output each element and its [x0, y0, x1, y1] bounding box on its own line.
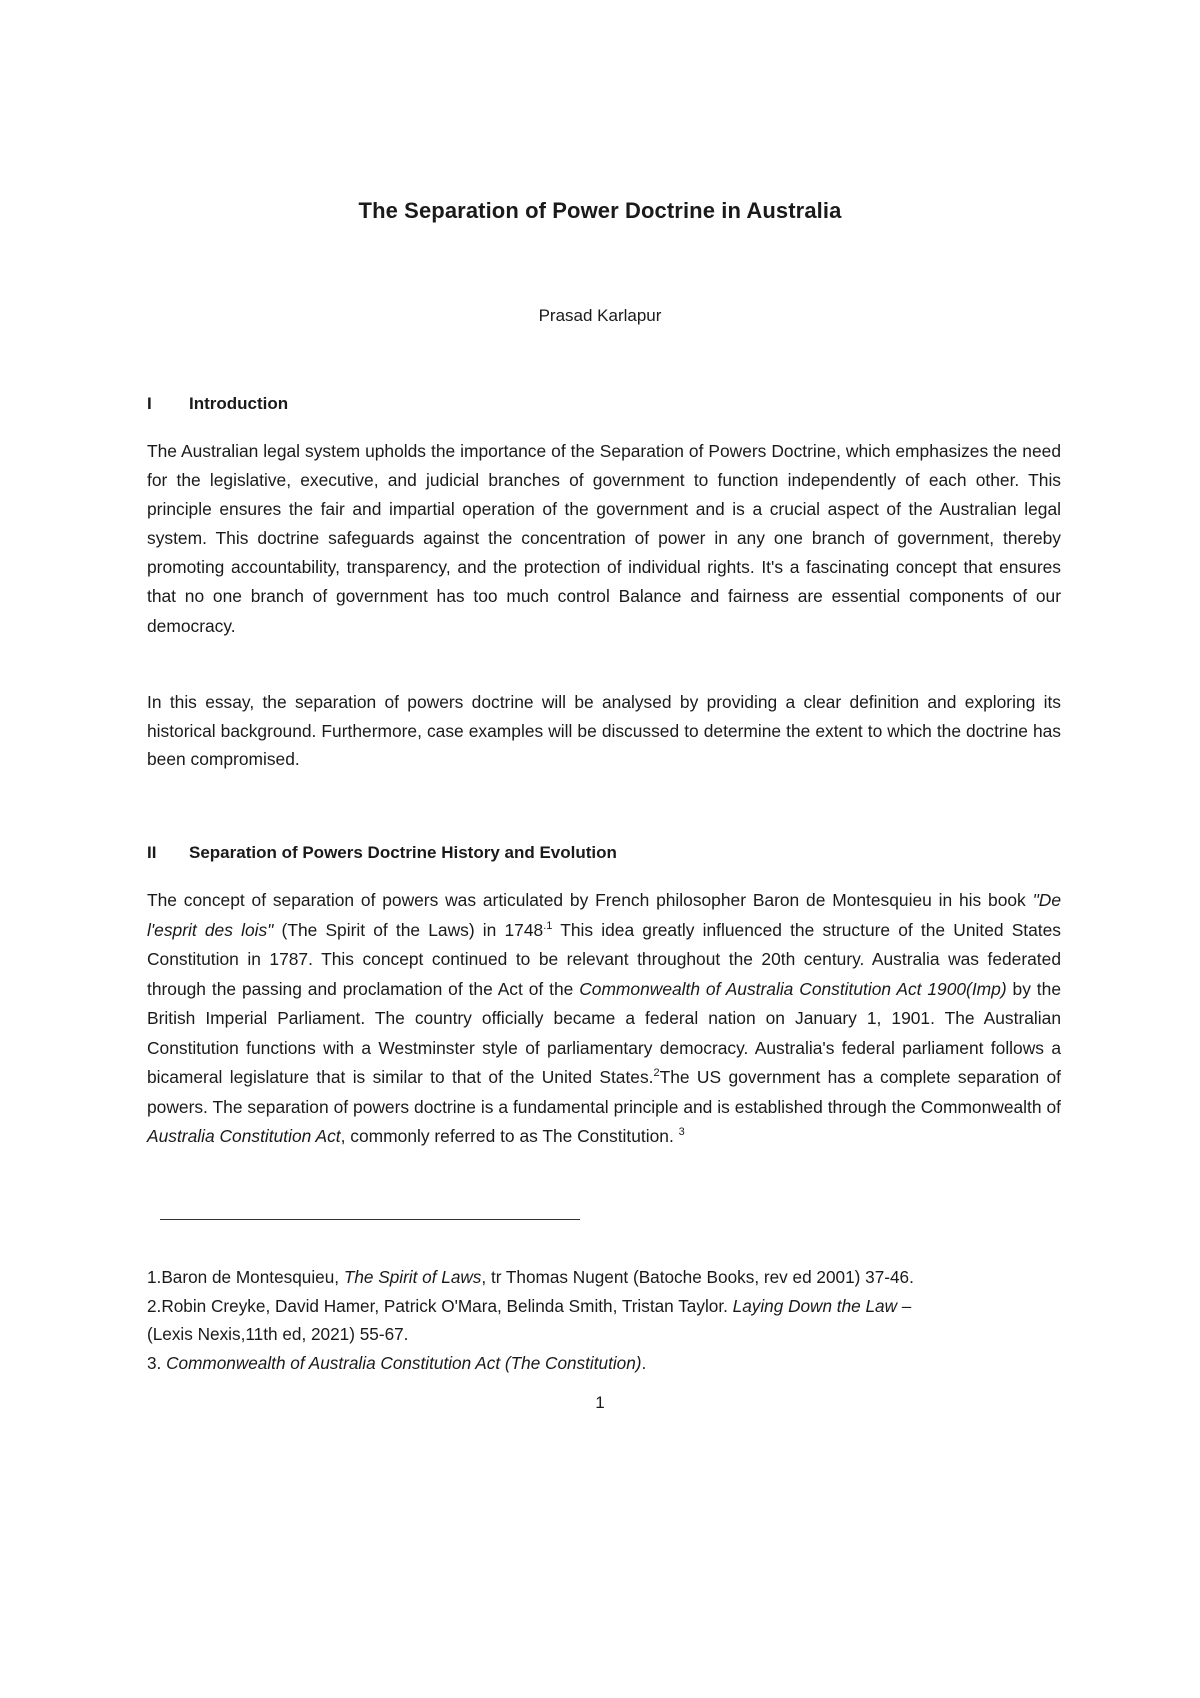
text-run: , commonly referred to as The Constitution. — [340, 1126, 679, 1146]
footnote-ref-1[interactable]: .1 — [543, 919, 553, 932]
act-title-italic: Commonwealth of Australia Constitution Act 1900(Imp) — [579, 978, 1007, 999]
footnote-separator — [160, 1219, 580, 1220]
footnote-1: 1.Baron de Montesquieu, The Spirit of Laws, tr Thomas Nugent (Batoche Books, rev ed 2001) 37-46. — [147, 1267, 914, 1287]
text-run: by the British Imperial Parliament. The country officially became a federal nation on January 1, 1901. The Australian Constitution functions with a Westminster style of parliamentary democracy. Australia's federal parliament follows a bicameral legislature that is similar to that of the United States. — [147, 978, 1061, 1087]
history-paragraph — [147, 886, 1061, 1152]
section-heading-history — [147, 843, 617, 863]
footnote-3: 3. Commonwealth of Australia Constitution Act (The Constitution). — [147, 1352, 647, 1373]
introduction-paragraph-2: In this essay, the separation of powers doctrine will be analysed by providing a clear definition and exploring its historical background. Furthermore, case examples will be discussed to determine the extent to which the doctrine has been compromised. — [147, 692, 1061, 770]
page-number: 1 — [595, 1393, 605, 1412]
section-title: Introduction — [189, 394, 289, 413]
footnote-ref-2[interactable]: 2 — [653, 1067, 660, 1080]
footnotes — [147, 1263, 1061, 1377]
text-run: The US government has a complete separation of powers. The separation of powers doctrine is a fundamental principle and is established through the Commonwealth of — [147, 1067, 1061, 1117]
footnote-ref-3[interactable]: 3 — [678, 1126, 685, 1139]
text-run: The concept of separation of powers was articulated by French philosopher Baron de Montesquieu in his book — [147, 890, 1033, 910]
introduction-paragraph-1: The Australian legal system upholds the importance of the Separation of Powers Doctrine, which emphasizes the need for the legislative, executive, and judicial branches of government to function independently of each other. This principle ensures the fair and impartial operation of the government and is a crucial aspect of the Australian legal system. This doctrine safeguards against the concentration of power in any one branch of government, thereby promoting accountability, transparency, and the protection of individual rights. It's a fascinating concept that ensures that no one branch of government has too much control Balance and fairness are essential components of our democracy. — [147, 441, 1061, 636]
author-name: Prasad Karlapur — [538, 306, 662, 325]
section-number: I — [147, 394, 152, 413]
document-title: The Separation of Power Doctrine in Australia — [358, 198, 842, 223]
footnote-2: 2.Robin Creyke, David Hamer, Patrick O'Mara, Belinda Smith, Tristan Taylor. Laying Down the Law – — [147, 1295, 912, 1316]
section-number: II — [147, 843, 157, 862]
text-run: This idea greatly influenced the structure of the United States Constitution in 1787. This concept continued to be relevant throughout the 20th century. Australia was federated through the passing and proclamation of the Act of the — [147, 919, 1062, 999]
footnote-2-continued: (Lexis Nexis,11th ed, 2021) 55-67. — [147, 1324, 409, 1345]
section-heading-introduction — [147, 394, 288, 414]
act-title-italic: Australia Constitution Act — [147, 1126, 341, 1146]
book-title-italic: "De l'esprit des lois" — [147, 890, 1061, 940]
text-run: (The Spirit of the Laws) in 1748 — [273, 919, 544, 940]
section-title: Separation of Powers Doctrine History and Evolution — [189, 843, 617, 862]
